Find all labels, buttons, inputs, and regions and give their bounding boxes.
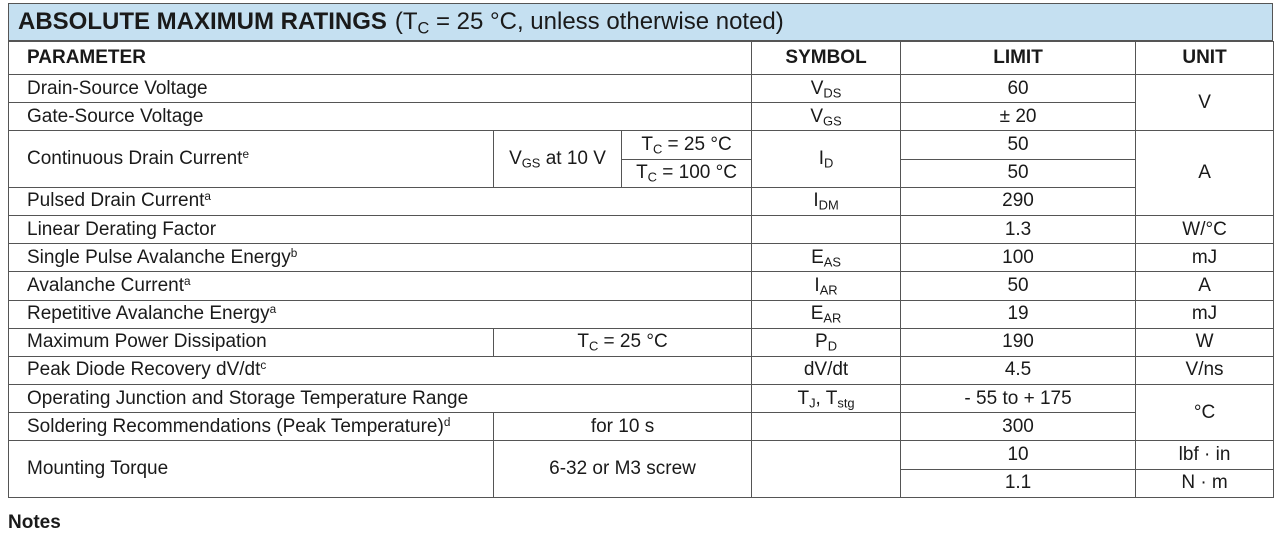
section-condition: ($T_C = 25$ °C, unless otherwise noted) xyxy=(394,8,784,38)
param-cell: Maximum Power Dissipation xyxy=(9,328,494,356)
table-row xyxy=(9,300,1274,328)
table-row xyxy=(9,103,1274,131)
unit-cell: °C xyxy=(1136,385,1274,441)
limit-cell: 300 xyxy=(901,413,1136,441)
symbol-cell: $I_D$ xyxy=(752,131,901,187)
unit-cell: mJ xyxy=(1136,244,1274,272)
condition-cell: for 10 s xyxy=(494,413,752,441)
param-cell: Continuous Drain Current$^e$ xyxy=(9,131,494,187)
header-symbol: SYMBOL xyxy=(752,42,901,75)
section-title-bar xyxy=(8,3,1273,41)
header-limit: LIMIT xyxy=(901,42,1136,75)
symbol-cell: $I_{AR}$ xyxy=(752,272,901,300)
unit-cell: V/ns xyxy=(1136,356,1274,384)
symbol-cell: $E_{AS}$ xyxy=(752,244,901,272)
limit-cell: 60 xyxy=(901,75,1136,103)
condition-cell: $T_C = 100$ °C xyxy=(622,159,752,187)
unit-cell: W/°C xyxy=(1136,215,1274,243)
ratings-section xyxy=(8,3,1273,498)
param-cell: Operating Junction and Storage Temperature Range xyxy=(9,385,752,413)
param-cell: Single Pulse Avalanche Energy$^b$ xyxy=(9,244,752,272)
limit-cell: 10 xyxy=(901,441,1136,469)
limit-cell: 50 xyxy=(901,159,1136,187)
ratings-table xyxy=(8,41,1274,498)
symbol-cell: $E_{AR}$ xyxy=(752,300,901,328)
notes-heading: Notes xyxy=(8,512,61,533)
param-cell: Gate-Source Voltage xyxy=(9,103,752,131)
param-cell: Linear Derating Factor xyxy=(9,215,752,243)
unit-cell: mJ xyxy=(1136,300,1274,328)
limit-cell: 50 xyxy=(901,272,1136,300)
param-cell: Avalanche Current$^a$ xyxy=(9,272,752,300)
unit-cell: W xyxy=(1136,328,1274,356)
table-row xyxy=(9,441,1274,469)
param-cell: Repetitive Avalanche Energy$^a$ xyxy=(9,300,752,328)
limit-cell: 4.5 xyxy=(901,356,1136,384)
unit-cell: V xyxy=(1136,75,1274,131)
table-row xyxy=(9,356,1274,384)
limit-cell: 1.3 xyxy=(901,215,1136,243)
table-row xyxy=(9,272,1274,300)
table-row xyxy=(9,413,1274,441)
symbol-cell: $V_{GS}$ xyxy=(752,103,901,131)
symbol-cell: $T_J$, $T_{stg}$ xyxy=(752,385,901,413)
limit-cell: 100 xyxy=(901,244,1136,272)
symbol-cell xyxy=(752,413,901,441)
unit-cell: A xyxy=(1136,272,1274,300)
limit-cell: ± 20 xyxy=(901,103,1136,131)
limit-cell: 1.1 xyxy=(901,469,1136,497)
condition-cell: $V_{GS}$ at 10 V xyxy=(494,131,622,187)
table-row xyxy=(9,385,1274,413)
symbol-cell: $V_{DS}$ xyxy=(752,75,901,103)
table-row xyxy=(9,328,1274,356)
condition-cell: $T_C = 25$ °C xyxy=(622,131,752,159)
table-row xyxy=(9,244,1274,272)
symbol-cell: dV/dt xyxy=(752,356,901,384)
symbol-cell xyxy=(752,215,901,243)
param-cell: Drain-Source Voltage xyxy=(9,75,752,103)
table-row xyxy=(9,215,1274,243)
table-row xyxy=(9,75,1274,103)
unit-cell: A xyxy=(1136,131,1274,216)
param-cell: Pulsed Drain Current$^a$ xyxy=(9,187,752,215)
limit-cell: - 55 to + 175 xyxy=(901,385,1136,413)
condition-cell: $T_C = 25$ °C xyxy=(494,328,752,356)
table-row xyxy=(9,187,1274,215)
condition-cell: 6-32 or M3 screw xyxy=(494,441,752,497)
table-header-row xyxy=(9,42,1274,75)
limit-cell: 190 xyxy=(901,328,1136,356)
limit-cell: 290 xyxy=(901,187,1136,215)
unit-cell: N · m xyxy=(1136,469,1274,497)
header-parameter: PARAMETER xyxy=(9,42,752,75)
table-row xyxy=(9,131,1274,159)
limit-cell: 19 xyxy=(901,300,1136,328)
param-cell: Mounting Torque xyxy=(9,441,494,497)
param-cell: Peak Diode Recovery $dV/dt^c$ xyxy=(9,356,752,384)
limit-cell: 50 xyxy=(901,131,1136,159)
symbol-cell: $P_D$ xyxy=(752,328,901,356)
section-title: ABSOLUTE MAXIMUM RATINGS xyxy=(18,8,387,35)
symbol-cell xyxy=(752,441,901,497)
header-unit: UNIT xyxy=(1136,42,1274,75)
symbol-cell: $I_{DM}$ xyxy=(752,187,901,215)
unit-cell: lbf · in xyxy=(1136,441,1274,469)
param-cell: Soldering Recommendations (Peak Temperature)$^d$ xyxy=(9,413,494,441)
